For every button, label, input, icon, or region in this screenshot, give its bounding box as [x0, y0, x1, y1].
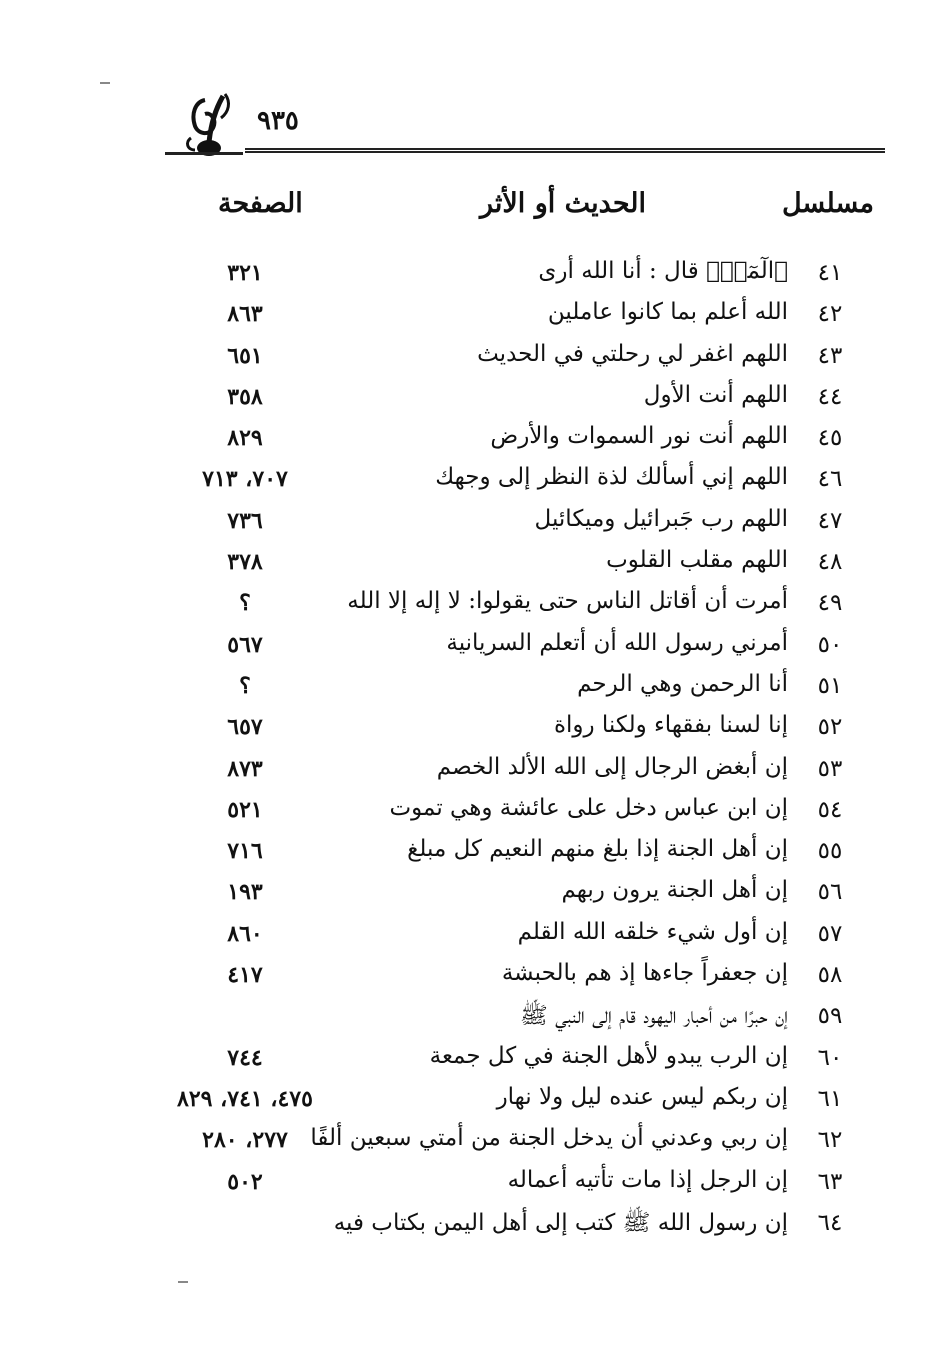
row-hadith-text: إن أهل الجنة يرون ربهم [561, 877, 788, 904]
row-serial: ٦٢ [817, 1127, 843, 1154]
row-hadith-text: إن جعفراً جاءها إذ هم بالحبشة [501, 960, 788, 987]
row-page-refs: ؟ [239, 672, 251, 699]
table-row [0, 586, 936, 627]
row-hadith-text: اللهم رب جَبرائيل وميكائيل [534, 505, 788, 532]
column-header-text: الحديث أو الأثر [480, 188, 647, 219]
row-hadith-text: اللهم أنت نور السموات والأرض [490, 423, 788, 450]
table-row [0, 793, 936, 834]
table-row [0, 462, 936, 503]
row-page-refs: ٥٦٧ [227, 631, 263, 658]
table-row [0, 1123, 936, 1164]
row-serial: ٤٨ [817, 549, 843, 576]
row-page-refs: ٧٤٤ [227, 1044, 263, 1071]
row-serial: ٥٩ [817, 1003, 843, 1030]
row-hadith-text: إنا لسنا بفقهاء ولكنا رواة [553, 712, 788, 739]
row-serial: ٤٢ [817, 301, 843, 328]
row-page-refs: ٧١٦ [227, 838, 263, 865]
row-page-refs: ٣٥٨ [227, 383, 263, 410]
table-row [0, 1041, 936, 1082]
page-header [165, 92, 885, 162]
row-hadith-text: أمرت أن أقاتل الناس حتى يقولوا: لا إله إلا الله [347, 588, 788, 615]
row-page-refs: ٧٠٧، ٧١٣ [202, 466, 288, 493]
row-serial: ٦١ [817, 1085, 843, 1112]
row-serial: ٦٣ [817, 1168, 843, 1195]
table-row [0, 1165, 936, 1206]
row-page-refs: ٥٢١ [227, 796, 263, 823]
row-serial: ٥٤ [817, 796, 843, 823]
row-page-refs: ٣٢١ [227, 260, 263, 286]
scan-speck [100, 82, 110, 84]
row-page-refs: ١٩٣ [227, 879, 263, 906]
row-serial: ٤١ [817, 260, 843, 286]
row-hadith-text: اللهم مقلب القلوب [606, 547, 788, 574]
table-row [0, 421, 936, 462]
row-serial: ٥٦ [817, 879, 843, 906]
row-serial: ٦٠ [817, 1044, 843, 1071]
table-row [0, 958, 936, 999]
row-page-refs: ؟ [239, 590, 251, 617]
table-row [0, 999, 936, 1040]
table-row [0, 297, 936, 338]
scan-speck [178, 1281, 188, 1283]
table-row [0, 1082, 936, 1123]
column-header-page: الصفحة [218, 188, 303, 219]
row-hadith-text: إن الرب يبدو لأهل الجنة في كل جمعة [429, 1042, 788, 1069]
table-row [0, 380, 936, 421]
table-row [0, 875, 936, 916]
row-page-refs: ٨٦٣ [227, 301, 263, 328]
row-hadith-text: أمرني رسول الله أن أتعلم السريانية [446, 629, 788, 656]
row-serial: ٥٠ [817, 631, 843, 658]
row-hadith-text: إن أبغض الرجال إلى الله الألد الخصم [436, 753, 788, 780]
row-serial: ٥٢ [817, 714, 843, 741]
row-page-refs: ٢٧٧، ٢٨٠ [202, 1127, 288, 1154]
row-serial: ٤٣ [817, 342, 843, 369]
row-hadith-text: اللهم أنت الأول [643, 381, 788, 408]
row-serial: ٦٤ [817, 1209, 843, 1236]
row-serial: ٤٦ [817, 466, 843, 493]
row-hadith-text: أنا الرحمن وهي الرحم [577, 670, 788, 697]
header-rule-left [165, 152, 243, 155]
row-hadith-text: إن حبرًا من أحبار اليهود قام إلى النبي ﷺ [520, 1003, 788, 1030]
row-page-refs: ٨٢٩ [227, 425, 263, 452]
table-row [0, 710, 936, 751]
row-serial: ٥٥ [817, 838, 843, 865]
row-hadith-text: اللهم إني أسألك لذة النظر إلى وجهك [435, 464, 788, 491]
table-row [0, 628, 936, 669]
header-rule [245, 148, 885, 153]
row-serial: ٥٨ [817, 962, 843, 989]
row-hadith-text: ﴿الٓمٓرۚ﴾ قال : أنا الله أرى [538, 258, 788, 284]
row-page-refs: ٤١٧ [227, 962, 263, 989]
row-page-refs: ٧٣٦ [227, 507, 263, 534]
row-serial: ٤٧ [817, 507, 843, 534]
row-serial: ٤٥ [817, 425, 843, 452]
row-hadith-text: إن الرجل إذا مات تأتيه أعماله [507, 1166, 788, 1193]
row-hadith-text: إن ربي وعدني أن يدخل الجنة من أمتي سبعين ألفًا [310, 1125, 788, 1152]
column-header-serial: مسلسل [781, 188, 874, 219]
table-row [0, 256, 936, 297]
row-page-refs: ٦٥١ [227, 342, 263, 369]
row-page-refs: ٦٥٧ [227, 714, 263, 741]
index-table [0, 256, 936, 1247]
row-page-refs: ٥٠٢ [227, 1168, 263, 1195]
table-row [0, 834, 936, 875]
table-row [0, 545, 936, 586]
row-serial: ٤٤ [817, 383, 843, 410]
row-page-refs: ٨٦٠ [227, 920, 263, 947]
row-hadith-text: الله أعلم بما كانوا عاملين [547, 299, 788, 326]
row-hadith-text: اللهم اغفر لي رحلتي في الحديث [477, 340, 788, 367]
row-page-refs: ٤٧٥، ٧٤١، ٨٢٩ [177, 1085, 313, 1112]
row-page-refs: ٣٧٨ [227, 549, 263, 576]
row-hadith-text: إن ابن عباس دخل على عائشة وهي تموت [389, 794, 788, 821]
row-hadith-text: إن ربكم ليس عنده ليل ولا نهار [496, 1083, 788, 1110]
row-page-refs: ٨٧٣ [227, 755, 263, 782]
row-serial: ٥١ [817, 672, 843, 699]
row-hadith-text: إن أهل الجنة إذا بلغ منهم النعيم كل مبلغ [407, 836, 788, 863]
row-serial: ٤٩ [817, 590, 843, 617]
table-row [0, 339, 936, 380]
row-serial: ٥٧ [817, 920, 843, 947]
column-headers [0, 188, 936, 228]
table-row [0, 752, 936, 793]
page-number: ٩٣٥ [257, 106, 299, 136]
table-row [0, 917, 936, 958]
row-hadith-text: إن رسول الله ﷺ كتب إلى أهل اليمن بكتاب فيه [333, 1209, 788, 1236]
row-hadith-text: إن أول شيء خلقه الله القلم [517, 918, 788, 945]
table-row [0, 504, 936, 545]
table-row [0, 669, 936, 710]
row-serial: ٥٣ [817, 755, 843, 782]
table-row [0, 1206, 936, 1247]
